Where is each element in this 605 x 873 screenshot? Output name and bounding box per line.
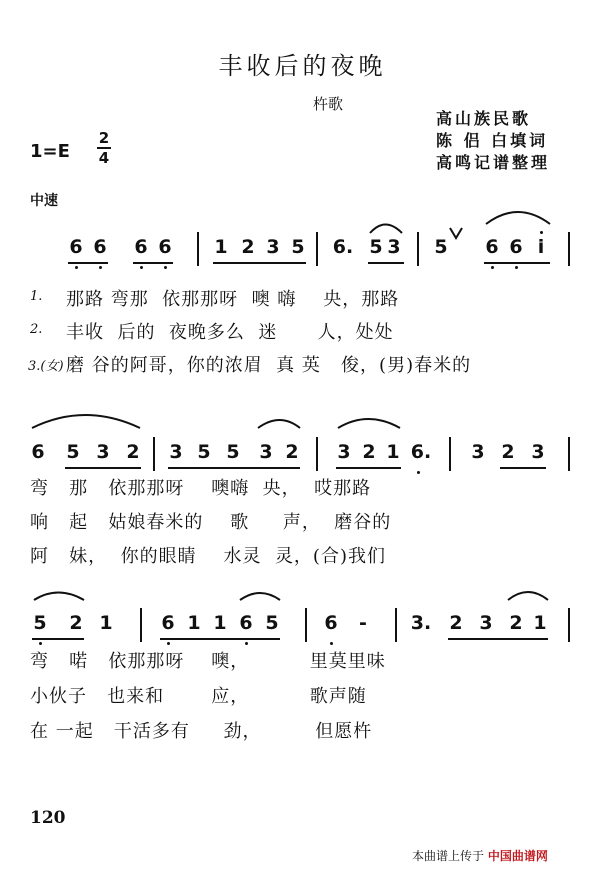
lyric-line: 响 起 姑娘春米的 歌 声， 磨谷的 <box>30 512 392 533</box>
lyric-line: 弯 那 依那那呀 噢嗨 央， 哎那路 <box>30 478 372 499</box>
genre-label: 杵歌 <box>313 95 344 113</box>
slur <box>32 415 140 428</box>
note: 6 <box>324 612 338 634</box>
note: 1 <box>99 612 113 634</box>
note: 3 <box>259 441 273 463</box>
credit-origin: 高山族民歌 <box>436 109 532 128</box>
note: 6 <box>239 612 253 634</box>
note: 1 <box>213 612 227 634</box>
lyric-line: 弯 喏 依那那呀 噢， 里莫里味 <box>30 651 386 672</box>
note: 6 <box>485 236 499 258</box>
note: 1 <box>533 612 547 634</box>
note: 1 <box>187 612 201 634</box>
breath-mark <box>450 228 462 238</box>
note: 2 <box>362 441 376 463</box>
note: 6 <box>161 612 175 634</box>
note: 3 <box>387 236 401 258</box>
note: 5 <box>33 612 47 634</box>
note: 5 <box>369 236 383 258</box>
note: 3 <box>531 441 545 463</box>
time-signature-top: 2 <box>98 129 110 147</box>
note: 3. <box>410 612 432 634</box>
credit-lyricist: 陈 侣 白填词 <box>436 131 549 150</box>
note: 5 <box>291 236 305 258</box>
song-title: 丰收后的夜晚 <box>218 52 387 80</box>
slur <box>508 592 548 600</box>
note: 6 <box>134 236 148 258</box>
note: 3 <box>266 236 280 258</box>
key-signature: 1=E <box>30 141 70 162</box>
note: 6 <box>31 441 45 463</box>
slur <box>338 419 400 428</box>
slur <box>370 225 402 234</box>
lyric-line: 在 一起 干活多有 劲， 但愿杵 <box>30 721 373 742</box>
lyric-line: 小伙子 也来和 应， 歌声随 <box>30 686 367 707</box>
slur <box>258 420 300 428</box>
note: 2 <box>509 612 523 634</box>
note: 2 <box>285 441 299 463</box>
note: 6 <box>69 236 83 258</box>
note: 3 <box>96 441 110 463</box>
page-number: 120 <box>30 808 66 828</box>
note: 5 <box>265 612 279 634</box>
note: 1 <box>386 441 400 463</box>
slur <box>34 593 84 601</box>
note: 3 <box>479 612 493 634</box>
note: 6. <box>332 236 354 258</box>
note: 5 <box>66 441 80 463</box>
source-footer <box>412 847 548 864</box>
note: 1 <box>214 236 228 258</box>
note: - <box>359 612 367 634</box>
slur <box>240 593 280 600</box>
credit-arranger: 高鸣记谱整理 <box>436 153 551 172</box>
footer-text: 本曲谱上传于 <box>412 849 485 863</box>
note: 5 <box>434 236 448 258</box>
note: 5 <box>197 441 211 463</box>
lyric-line: 那路 弯那 依那那呀 噢 嗨 央，那路 <box>66 289 400 310</box>
time-signature-bottom: 4 <box>98 149 110 167</box>
tie <box>486 212 550 224</box>
note: 6 <box>158 236 172 258</box>
verse-label: 1. <box>30 289 43 304</box>
note: 2 <box>241 236 255 258</box>
note: 3 <box>169 441 183 463</box>
site-logo: 中国曲谱网 <box>487 849 548 863</box>
note: 6. <box>410 441 432 463</box>
note: 3 <box>337 441 351 463</box>
note: 3 <box>471 441 485 463</box>
note: 2 <box>449 612 463 634</box>
lyric-line: 丰收 后的 夜晚多么 迷 人，处处 <box>66 322 394 343</box>
note: 6 <box>509 236 523 258</box>
verse-label: 2. <box>30 322 43 337</box>
note: i <box>537 236 545 258</box>
note: 5 <box>226 441 240 463</box>
lyric-line: 阿 妹， 你的眼睛 水灵 灵，(合)我们 <box>30 546 386 567</box>
note: 2 <box>501 441 515 463</box>
lyric-line: 磨 谷的阿哥，你的浓眉 真 英 俊，(男)春米的 <box>66 355 472 376</box>
note: 2 <box>69 612 83 634</box>
note: 2 <box>126 441 140 463</box>
note: 6 <box>93 236 107 258</box>
verse-label: 3.(女) <box>28 359 64 374</box>
tempo-marking: 中速 <box>30 193 58 209</box>
